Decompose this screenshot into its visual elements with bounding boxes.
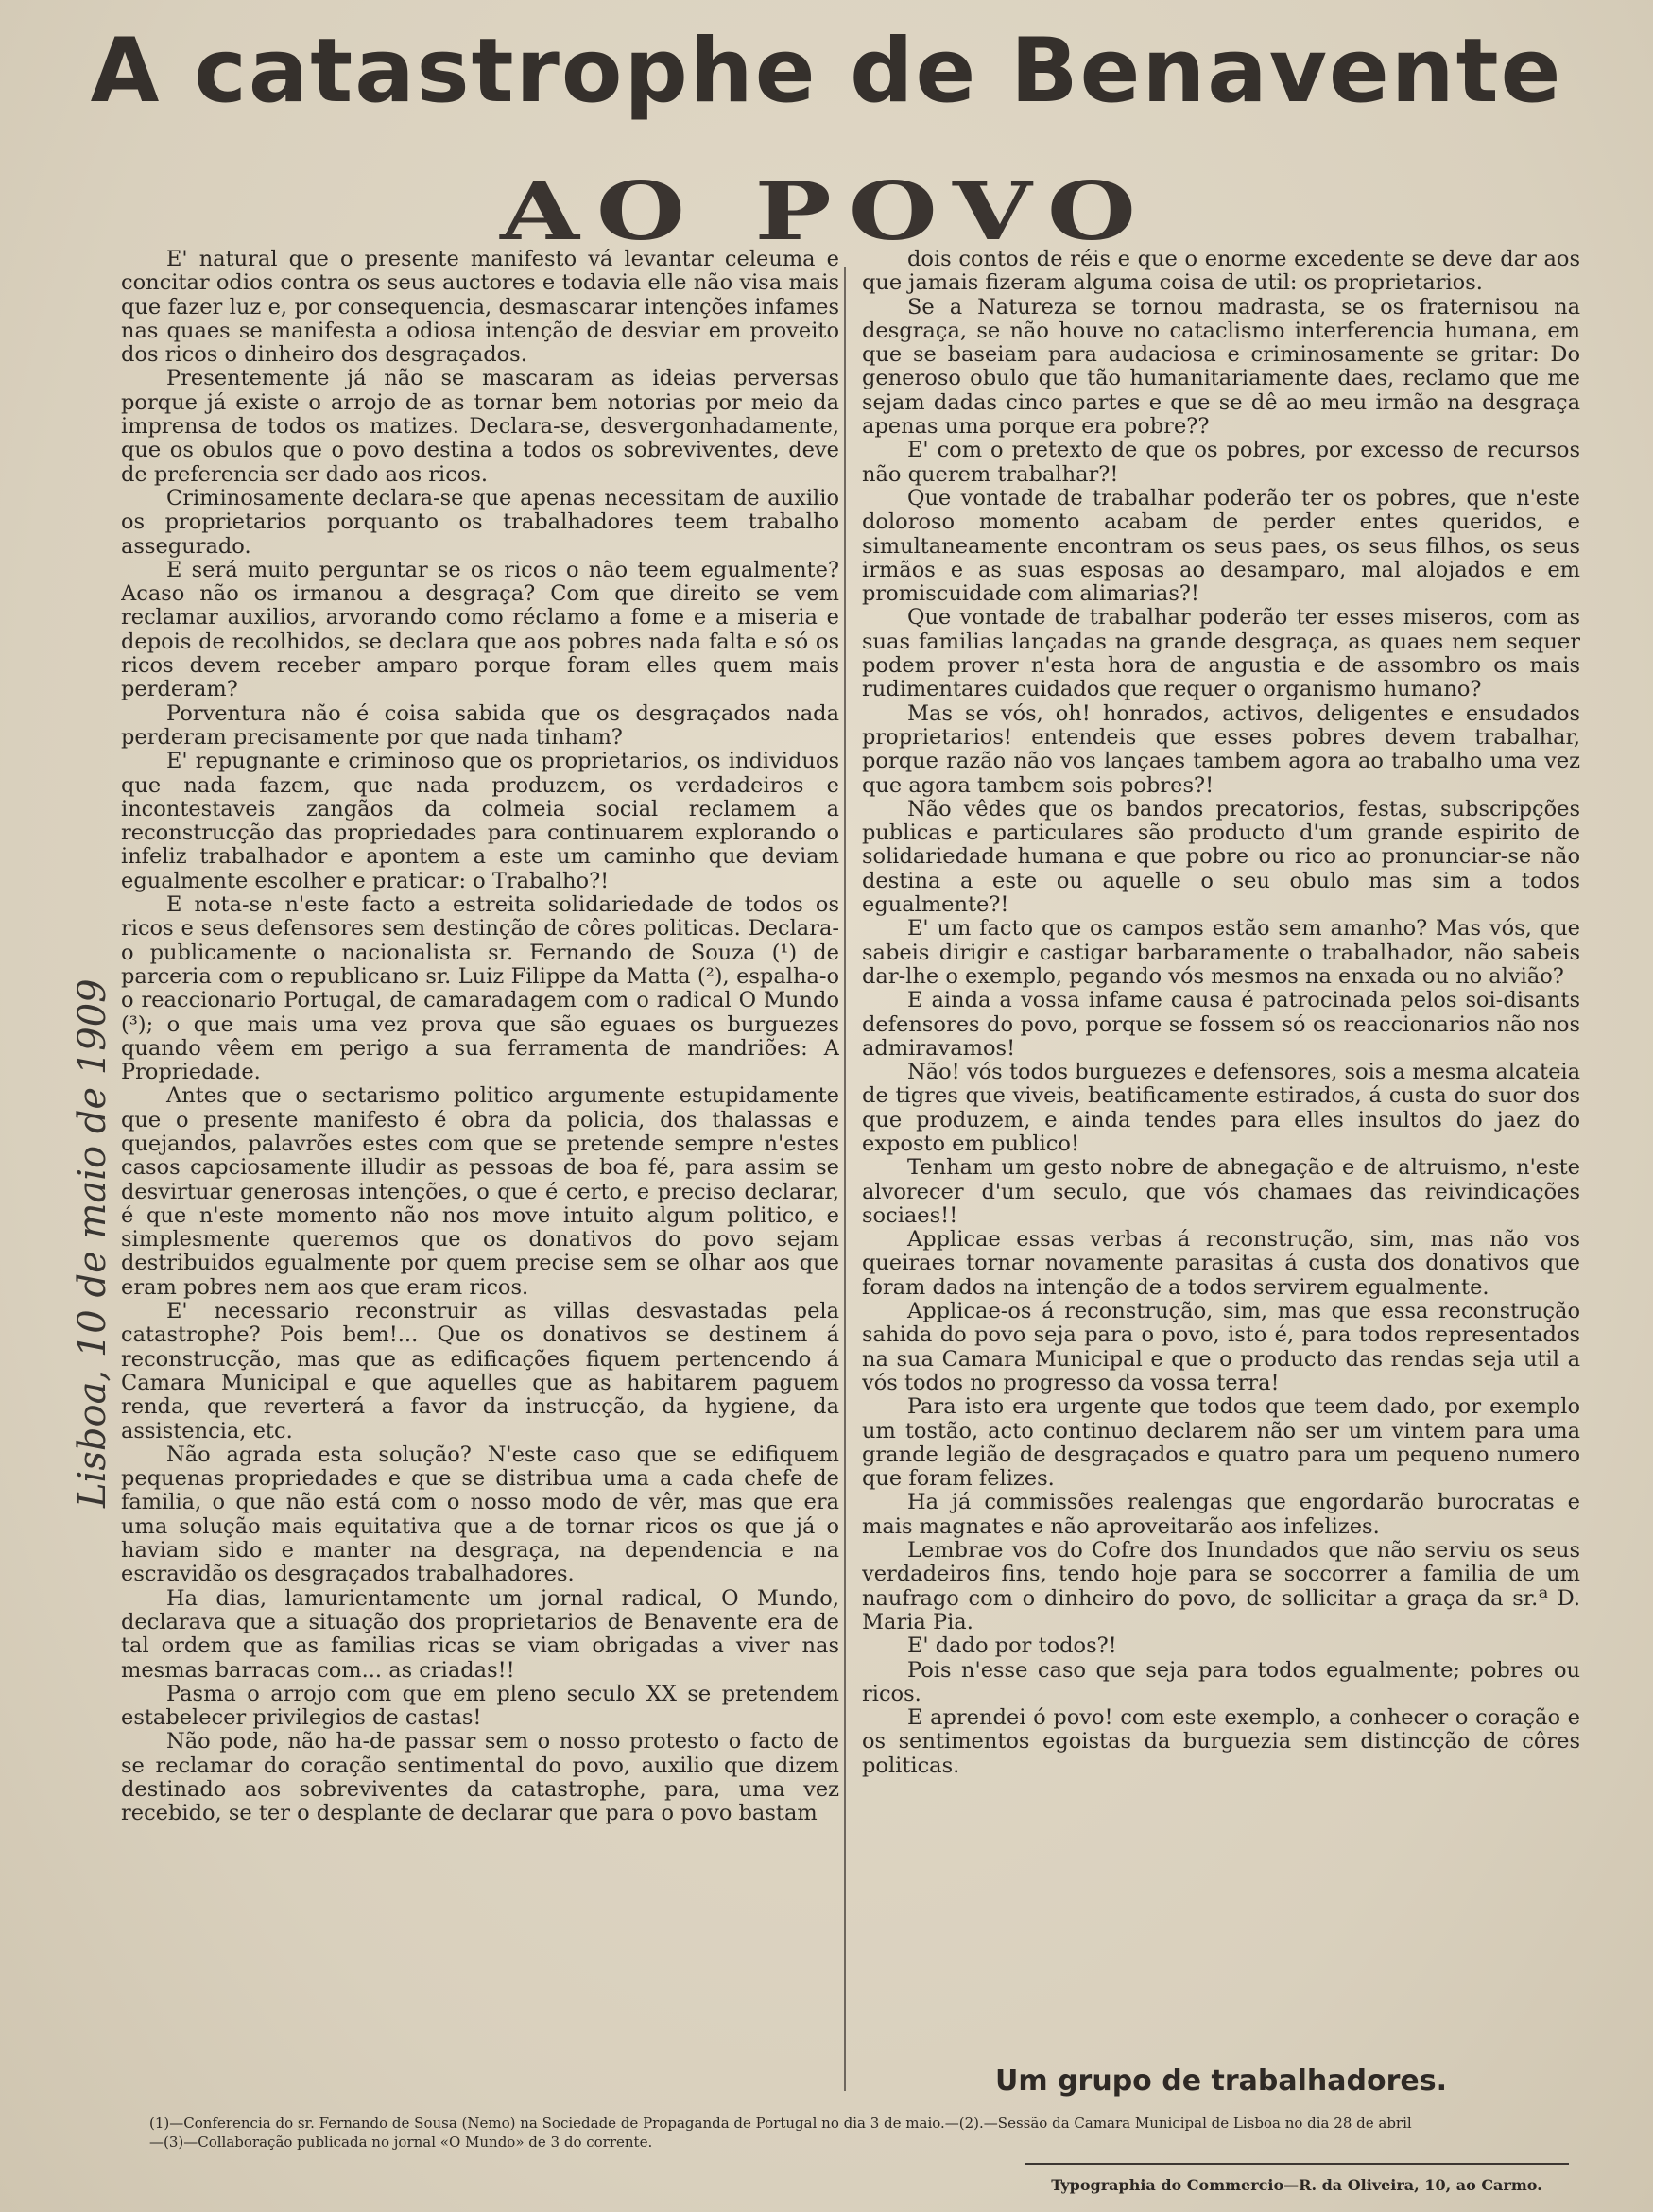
paragraph: Presentemente já não se mascaram as ideias perversas porque já existe o arrojo de as tornar bem notorias por meio da imprensa de todos os matizes. Declara-se, desvergonhadamente, que os obulos que o povo destina a todos os sobreviventes, deve de preferencia ser dado aos ricos.	[121, 366, 839, 487]
paragraph: Ha já commissões realengas que engordarão burocratas e mais magnates e não aproveitarão aos infelizes.	[862, 1490, 1580, 1539]
printer-imprint: Typographia do Commercio—R. da Oliveira, 10, ao Carmo.	[1051, 2176, 1542, 2194]
paragraph: E' um facto que os campos estão sem amanho? Mas vós, que sabeis dirigir e castigar barbaramente o trabalhador, não sabeis dar-lhe o exemplo, pegando vós mesmos na enxada ou no alvião?	[862, 916, 1580, 989]
paragraph: Applicae essas verbas á reconstrução, sim, mas não vos queiraes tornar novamente parasitas á custa dos donativos que foram dados na intenção de a todos servirem egualmente.	[862, 1227, 1580, 1300]
paragraph: Pasma o arrojo com que em pleno seculo XX se pretendem estabelecer privilegios de castas!	[121, 1681, 839, 1731]
paragraph: Ha dias, lamurientamente um jornal radical, O Mundo, declarava que a situação dos proprietarios de Benavente era de tal ordem que as familias ricas se viam obrigadas a viver nas mesmas barracas com... as criadas!!	[121, 1585, 839, 1683]
footnote-line: (1)—Conferencia do sr. Fernando de Sousa (Nemo) na Sociedade de Propaganda de Portugal no dia 3 de maio.—(2).—Sessão da Camara Municipal de Lisboa no dia 28 de abril	[149, 2115, 1412, 2132]
paragraph: Não! vós todos burguezes e defensores, sois a mesma alcateia de tigres que viveis, beatificamente estirados, á custa do suor dos que produzem, e ainda tendes para elles insultos do jaez do exposto em publico!	[862, 1060, 1580, 1156]
right-column	[862, 248, 1580, 2082]
paragraph: Criminosamente declara-se que apenas necessitam de auxilio os proprietarios porquanto os trabalhadores teem trabalho assegurado.	[121, 485, 839, 559]
column-divider	[844, 267, 846, 2091]
paragraph: Tenham um gesto nobre de abnegação e de altruismo, n'este alvorecer d'um seculo, que vós chamaes das reivindicações sociaes!!	[862, 1155, 1580, 1228]
paragraph: E' necessario reconstruir as villas desvastadas pela catastrophe? Pois bem!... Que os donativos se destinem á reconstrucção, mas que as edificações fiquem pertencendo á Camara Municipal e que aquelles que as habitarem paguem renda, que reverterá a favor da instrucção, da hygiene, da assistencia, etc.	[121, 1299, 839, 1443]
paragraph: Mas se vós, oh! honrados, activos, deligentes e ensudados proprietarios! entendeis que esses pobres devem trabalhar, porque razão não vos lançaes tambem agora ao trabalho uma vez que agora tambem sois pobres?!	[862, 700, 1580, 798]
footer-rule	[1025, 2163, 1569, 2165]
paragraph: Para isto era urgente que todos que teem dado, por exemplo um tostão, acto continuo declarem não ser um vintem para uma grande legião de desgraçados e quatro para um pequeno numero que foram felizes.	[862, 1394, 1580, 1492]
footnotes	[149, 2114, 1586, 2152]
paragraph: Pois n'esse caso que seja para todos egualmente; pobres ou ricos.	[862, 1657, 1580, 1706]
paragraph: dois contos de réis e que o enorme excedente se deve dar aos que jamais fizeram alguma coisa de util: os proprietarios.	[862, 248, 1580, 296]
left-column	[121, 248, 839, 2082]
footnote-line: —(3)—Collaboração publicada no jornal «O Mundo» de 3 do corrente.	[149, 2134, 653, 2151]
paragraph: Applicae-os á reconstrução, sim, mas que essa reconstrução sahida do povo seja para o povo, isto é, para todos representados na sua Camara Municipal e que o producto das rendas seja util a vós todos no progresso da vossa terra!	[862, 1299, 1580, 1395]
paragraph: E' dado por todos?!	[907, 1633, 1117, 1659]
paragraph: E ainda a vossa infame causa é patrocinada pelos soi-disants defensores do povo, porque se fossem só os reaccionarios não nos admiravamos!	[862, 988, 1580, 1061]
paragraph: Que vontade de trabalhar poderão ter esses miseros, com as suas familias lançadas na grande desgraça, as quaes nem sequer podem prover n'esta hora de angustia e de assombro os mais rudimentares cuidados que requer o organismo humano?	[862, 605, 1580, 702]
paragraph: E' com o pretexto de que os pobres, por excesso de recursos não querem trabalhar?!	[862, 438, 1580, 487]
paragraph: Não agrada esta solução? N'este caso que se edifiquem pequenas propriedades e que se distribua uma a cada chefe de familia, o que não está com o nosso modo de vêr, mas que era uma solução mais equitativa que a de tornar ricos os que já o haviam sido e manter na desgraça, na dependencia e na escravidão os desgraçados trabalhadores.	[121, 1442, 839, 1587]
paragraph: E será muito perguntar se os ricos o não teem egualmente? Acaso não os irmanou a desgraça? Com que direito se vem reclamar auxilios, arvorando como réclamo a fome e a miseria e depois de recolhidos, se declara que aos pobres nada falta e só os ricos devem receber amparo porque foram elles quem mais perderam?	[121, 557, 839, 702]
signature: Um grupo de trabalhadores.	[995, 2065, 1447, 2098]
subheadline: AO POVO	[500, 164, 1153, 259]
paragraph: Se a Natureza se tornou madrasta, se os fraternisou na desgraça, se não houve no cataclismo interferencia humana, em que se baseiam para audaciosa e criminosamente se gritar: Do generoso obulo que tão humanitariamente daes, reclamo que me sejam dadas cinco partes e que se dê ao meu irmão na desgraça apenas uma porque era pobre??	[862, 294, 1580, 440]
headline: A catastrophe de Benavente	[90, 20, 1563, 123]
paragraph: E' natural que o presente manifesto vá levantar celeuma e concitar odios contra os seus auctores e todavia elle não visa mais que fazer luz e, por consequencia, desmascarar intenções infames nas quaes se manifesta a odiosa intenção de desviar em proveito dos ricos o dinheiro dos desgraçados.	[121, 248, 839, 368]
paragraph: E aprendei ó povo! com este exemplo, a conhecer o coração e os sentimentos egoistas da burguezia sem distincção de côres politicas.	[862, 1705, 1580, 1778]
paragraph: Não vêdes que os bandos precatorios, festas, subscripções publicas e particulares são producto d'um grande espirito de solidariedade humana e que pobre ou rico ao pronunciar-se não destina a este ou aquelle o seu obulo mas sim a todos egualmente?!	[862, 796, 1580, 918]
paragraph: Porventura não é coisa sabida que os desgraçados nada perderam precisamente por que nada tinham?	[121, 700, 839, 750]
paragraph: E nota-se n'este facto a estreita solidariedade de todos os ricos e seus defensores sem destinção de côres politicas. Declara-o publicamente o nacionalista sr. Fernando de Souza (¹) de parceria com o republicano sr. Luiz Filippe da Matta (²), espalha-o o reaccionario Portugal, de camaradagem com o radical O Mundo (³); o que mais uma vez prova que são eguaes os burguezes quando vêem em perigo a sua ferramenta de mandriões: A Propriedade.	[121, 892, 839, 1085]
handwritten-date-note: Lisboa, 10 de maio de 1909	[71, 978, 114, 1508]
paragraph: Não pode, não ha-de passar sem o nosso protesto o facto de se reclamar do coração sentimental do povo, auxilio que dizem destinado aos sobreviventes da catastrophe, para, uma vez recebido, se ter o desplante de declarar que para o povo bastam	[121, 1729, 839, 1826]
paragraph: Lembrae vos do Cofre dos Inundados que não serviu os seus verdadeiros fins, tendo hoje para se soccorrer a familia de um naufrago com o dinheiro do povo, de sollicitar a graça da sr.ª D. Maria Pia.	[862, 1538, 1580, 1634]
paragraph: Que vontade de trabalhar poderão ter os pobres, que n'este doloroso momento acabam de perder entes queridos, e simultaneamente encontram os seus paes, os seus filhos, os seus irmãos e as suas esposas ao desamparo, mal alojados e em promiscuidade com alimarias?!	[862, 485, 1580, 607]
paragraph: E' repugnante e criminoso que os proprietarios, os individuos que nada fazem, que nada produzem, os verdadeiros e incontestaveis zangãos da colmeia social reclamem a reconstrucção das propriedades para continuarem explorando o infeliz trabalhador e apontem a este um caminho que deviam egualmente escolher e praticar: o Trabalho?!	[121, 749, 839, 893]
paragraph: Antes que o sectarismo politico argumente estupidamente que o presente manifesto é obra da policia, dos thalassas e quejandos, palavrões estes com que se pretende sempre n'estes casos capciosamente illudir as pessoas de boa fé, para assim se desvirtuar generosas intenções, o que é certo, e preciso declarar, é que n'este momento não nos move intuito algum politico, e simplesmente queremos que os donativos do povo sejam destribuidos egualmente por quem precise sem se olhar aos que eram pobres nem aos que eram ricos.	[121, 1083, 839, 1300]
